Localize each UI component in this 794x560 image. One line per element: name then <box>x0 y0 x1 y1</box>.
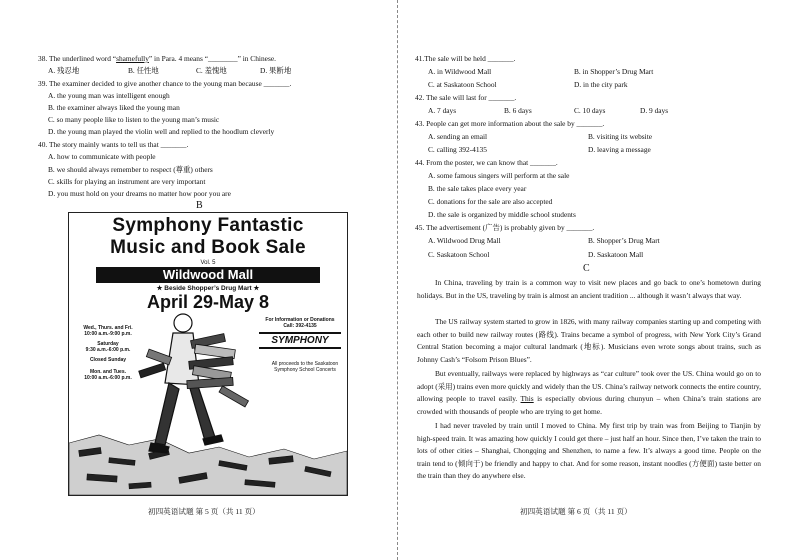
poster-dates: April 29-May 8 <box>146 292 270 312</box>
q39-option-b: B. the examiner always liked the young man <box>48 103 180 112</box>
question-41: 41.The sale will be held _______. <box>415 54 516 63</box>
symphony-logo: SYMPHONY <box>259 332 341 349</box>
right-page <box>398 0 794 560</box>
q41-option-c: C. at Saskatoon School <box>428 80 497 89</box>
question-38: 38. The underlined word “shamefully” in Para. 4 means “________” in Chinese. <box>38 54 276 63</box>
poster-contact: For Information or Donations Call: 392-4135 <box>265 317 335 329</box>
passage-c-paragraph-4: I had never traveled by train until I moved to China. My first trip by train was from Beijing to Tianjin by high-speed train. It was amazing how quickly I could get there – just half an hour. Since then, I’ve taken the train to lots of other cities – Shanghai, Chongqing and Shenzhen, to name a few. It’s always a good time. People on the train tend to (倾向于) be friendly and happy to chat. And for some reason, instant noodles (方便面) taste better on the train than they do anywhere else. <box>417 421 761 481</box>
question-40: 40. The story mainly wants to tell us that _______. <box>38 140 189 149</box>
question-42: 42. The sale will last for _______. <box>415 93 517 102</box>
q39-option-a: A. the young man was intelligent enough <box>48 91 170 100</box>
q44-option-a: A. some famous singers will perform at the sale <box>428 171 570 180</box>
q40-option-a: A. how to communicate with people <box>48 152 156 161</box>
left-page-footer: 初四英语试题 第 5 页（共 11 页） <box>148 507 260 516</box>
q43-option-d: D. leaving a message <box>588 145 651 154</box>
q43-option-a: A. sending an email <box>428 132 488 141</box>
poster-closed-sunday: Closed Sunday <box>89 357 127 363</box>
q44-option-b: B. the sale takes place every year <box>428 184 527 193</box>
right-page-footer: 初四英语试题 第 6 页（共 11 页） <box>520 507 632 516</box>
poster-mall-banner: Wildwood Mall <box>96 267 320 283</box>
q40-option-b: B. we should always remember to respect (尊重) others <box>48 165 213 174</box>
poster-hours-saturday: Saturday 9:30 a.m.-6:00 p.m. <box>85 341 131 353</box>
q38-option-d: D. 果断地 <box>260 66 292 75</box>
passage-c-paragraph-3: But eventually, railways were replaced by highways as “car culture” took over the US. China would go on to adopt (采用) trains even more quickly and widely than the US. China’s railway network connects the entire country, allowing people to travel easily. This is especially obvious during chunyun – when China’s train stations are crowded with thousands of people who are trying to get home. <box>417 369 761 416</box>
q44-option-c: C. donations for the sale are also accepted <box>428 197 553 206</box>
q42-option-c: C. 10 days <box>574 106 606 115</box>
q41-option-d: D. in the city park <box>574 80 628 89</box>
q41-option-a: A. in Wildwood Mall <box>428 67 492 76</box>
book-carrier-illustration <box>69 213 347 495</box>
q41-option-b: B. in Shopper’s Drug Mart <box>574 67 654 76</box>
q43-option-c: C. calling 392-4135 <box>428 145 487 154</box>
q38-option-a: A. 残忍地 <box>48 66 80 75</box>
q38-option-c: C. 羞愧地 <box>196 66 227 75</box>
q39-option-c: C. so many people like to listen to the young man’s music <box>48 115 220 124</box>
q43-option-b: B. visiting its website <box>588 132 653 141</box>
question-39: 39. The examiner decided to give another chance to the young man because _______. <box>38 79 292 88</box>
passage-c-paragraph-2: The US railway system started to grow in 1826, with many railway companies starting up and competing with each other to build new railway routes (路线). Trains became a symbol of progress, with New York City’s Grand Central Station becoming a major cultural landmark (地标). Musicians even wrote songs about trains, such as Johnny Cash’s “Folsom Prison Blues”. <box>417 317 761 364</box>
q42-option-b: B. 6 days <box>504 106 532 115</box>
question-43: 43. People can get more information about the sale by _______. <box>415 119 605 128</box>
passage-c-paragraph-1: In China, traveling by train is a common way to visit new places and go back to one’s hometown during holidays. But in the US, traveling by train is almost an ancient tradition ... although it wasn’t always that way. <box>417 278 761 300</box>
section-c-heading: C <box>583 263 590 274</box>
poster-proceeds: All proceeds to the Saskatoon Symphony School Concerts <box>271 361 339 373</box>
q45-option-a: A. Wildwood Drug Mall <box>428 236 501 245</box>
question-45: 45. The advertisement (广告) is probably given by _______. <box>415 223 595 232</box>
q45-option-c: C. Saskatoon School <box>428 250 490 259</box>
q45-option-b: B. Shopper’s Drug Mart <box>588 236 660 245</box>
q42-option-d: D. 9 days <box>640 106 669 115</box>
poster-title: Symphony Fantastic Music and Book Sale <box>110 215 306 258</box>
question-44: 44. From the poster, we can know that _______. <box>415 158 558 167</box>
q44-option-d: D. the sale is organized by middle school students <box>428 210 576 219</box>
q45-option-d: D. Saskatoon Mall <box>588 250 644 259</box>
q42-option-a: A. 7 days <box>428 106 457 115</box>
q40-option-c: C. skills for playing an instrument are very important <box>48 177 206 186</box>
section-b-heading: B <box>196 200 203 211</box>
poster-hours-mon-tue: Mon. and Tues. 10:00 a.m.-6:00 p.m. <box>84 369 132 381</box>
q40-option-d: D. you must hold on your dreams no matter how poor you are <box>48 189 231 198</box>
poster-hours-weekday: Wed., Thurs. and Fri. 10:00 a.m.-9:00 p.m. <box>83 325 133 337</box>
poster-volume: Vol. 5 <box>200 260 216 266</box>
q38-option-b: B. 任性地 <box>128 66 159 75</box>
poster-location: ★ Beside Shopper’s Drug Mart ★ <box>156 285 260 292</box>
q39-option-d: D. the young man played the violin well and replied to the hoodlum cleverly <box>48 127 275 136</box>
sale-poster <box>68 212 348 496</box>
